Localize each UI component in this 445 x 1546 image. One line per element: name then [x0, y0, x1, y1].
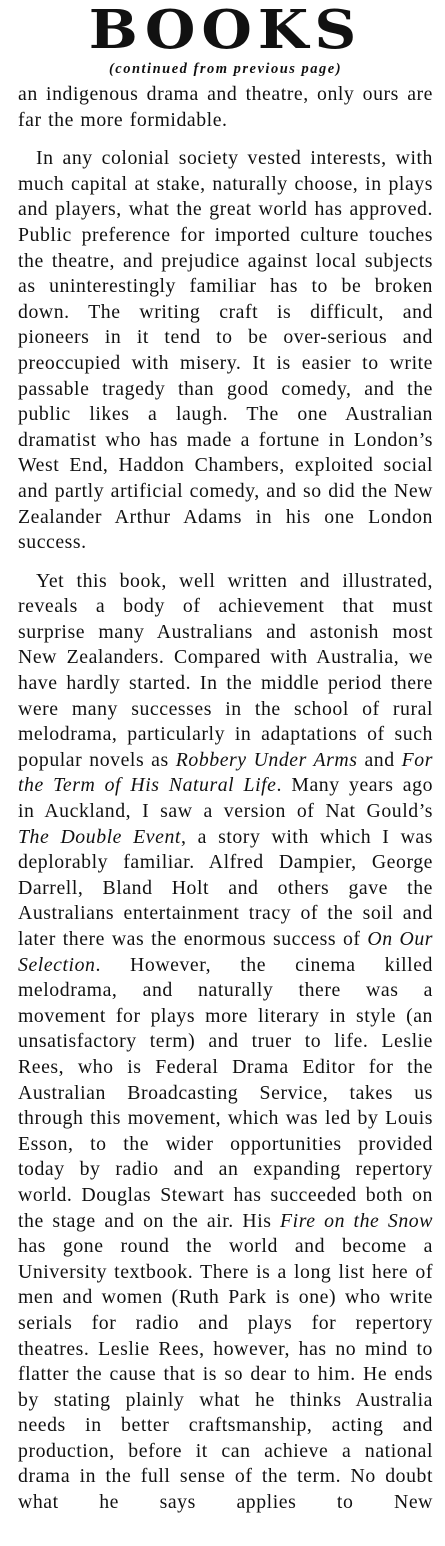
text-run: . However, the cinema killed melodrama, and naturally there was a movement for plays more literary in style (an unsatisfactory term) and truer to life. Leslie Rees, who is Federal Drama Editor for the Australian Broadcasting Service, takes us through this movement, which was led by Louis Esson, to the wider opportunities provided today by radio and an expanding repertory world. Douglas Stewart has succeeded both on the stage and on the air. His [18, 953, 433, 1232]
text-run: has gone round the world and become a University textbook. There is a long list here of men and women (Ruth Park is one) who write serials for radio and plays for repertory theatres. Leslie Rees, however, has no mind to flatter the cause that is so dear to him. He ends by stating plainly what he thinks Australia needs in better craftsmanship, acting and production, before it can achieve a national drama in the full sense of the term. No doubt what he says applies to New [18, 1235, 433, 1514]
paragraph-1 [18, 82, 433, 133]
text-run: Yet this book, well written and illustrated, reveals a body of achievement that must surprise many Australians and astonish most New Zealanders. Compared with Australia, we have hardly started. In the middle period there were many successes in the school of rural melodrama, particularly in adaptations of such popular novels as [18, 569, 433, 771]
italic-title: On Our Selection [18, 928, 434, 976]
text-run: . Many years ago in Auckland, I saw a version of Nat Gould’s [18, 774, 434, 823]
text-run: and [357, 748, 402, 771]
continued-note: (continued from previous page) [108, 61, 343, 77]
article-body [18, 82, 433, 1516]
text-run: , a story with which I was deplorably familiar. Alfred Dampier, George Darrell, Bland Holt and others gave the Australians entertainment tracy of the soil and later there was the enormous success of [18, 825, 433, 950]
italic-title: The Double Event [18, 825, 181, 848]
paragraph-3 [18, 569, 433, 1516]
paragraph-2 [18, 146, 433, 556]
section-title: BOOKS [88, 0, 363, 61]
italic-title: Robbery Under Arms [175, 748, 358, 771]
italic-title: For the Term of His Natural Life [18, 748, 433, 797]
italic-title: Fire on the Snow [280, 1209, 433, 1232]
text-run: In any colonial society vested interests, with much capital at stake, naturally choose, in plays and players, what the great world has approved. Public preference for imported culture touches the theatre, and prejudice against local subjects as uninterestingly familiar has to be broken down. The writing craft is difficult, and pioneers in it tend to be over-serious and preoccupied with misery. It is easier to write passable tragedy than good comedy, and the public likes a laugh. The one Australian dramatist who has made a fortune in London’s West End, Haddon Chambers, exploited social and partly artificial comedy, and so did the New Zealander Arthur Adams in his one London success. [18, 147, 433, 554]
text-run: an indigenous drama and theatre, only ours are far the more formidable. [18, 83, 433, 131]
